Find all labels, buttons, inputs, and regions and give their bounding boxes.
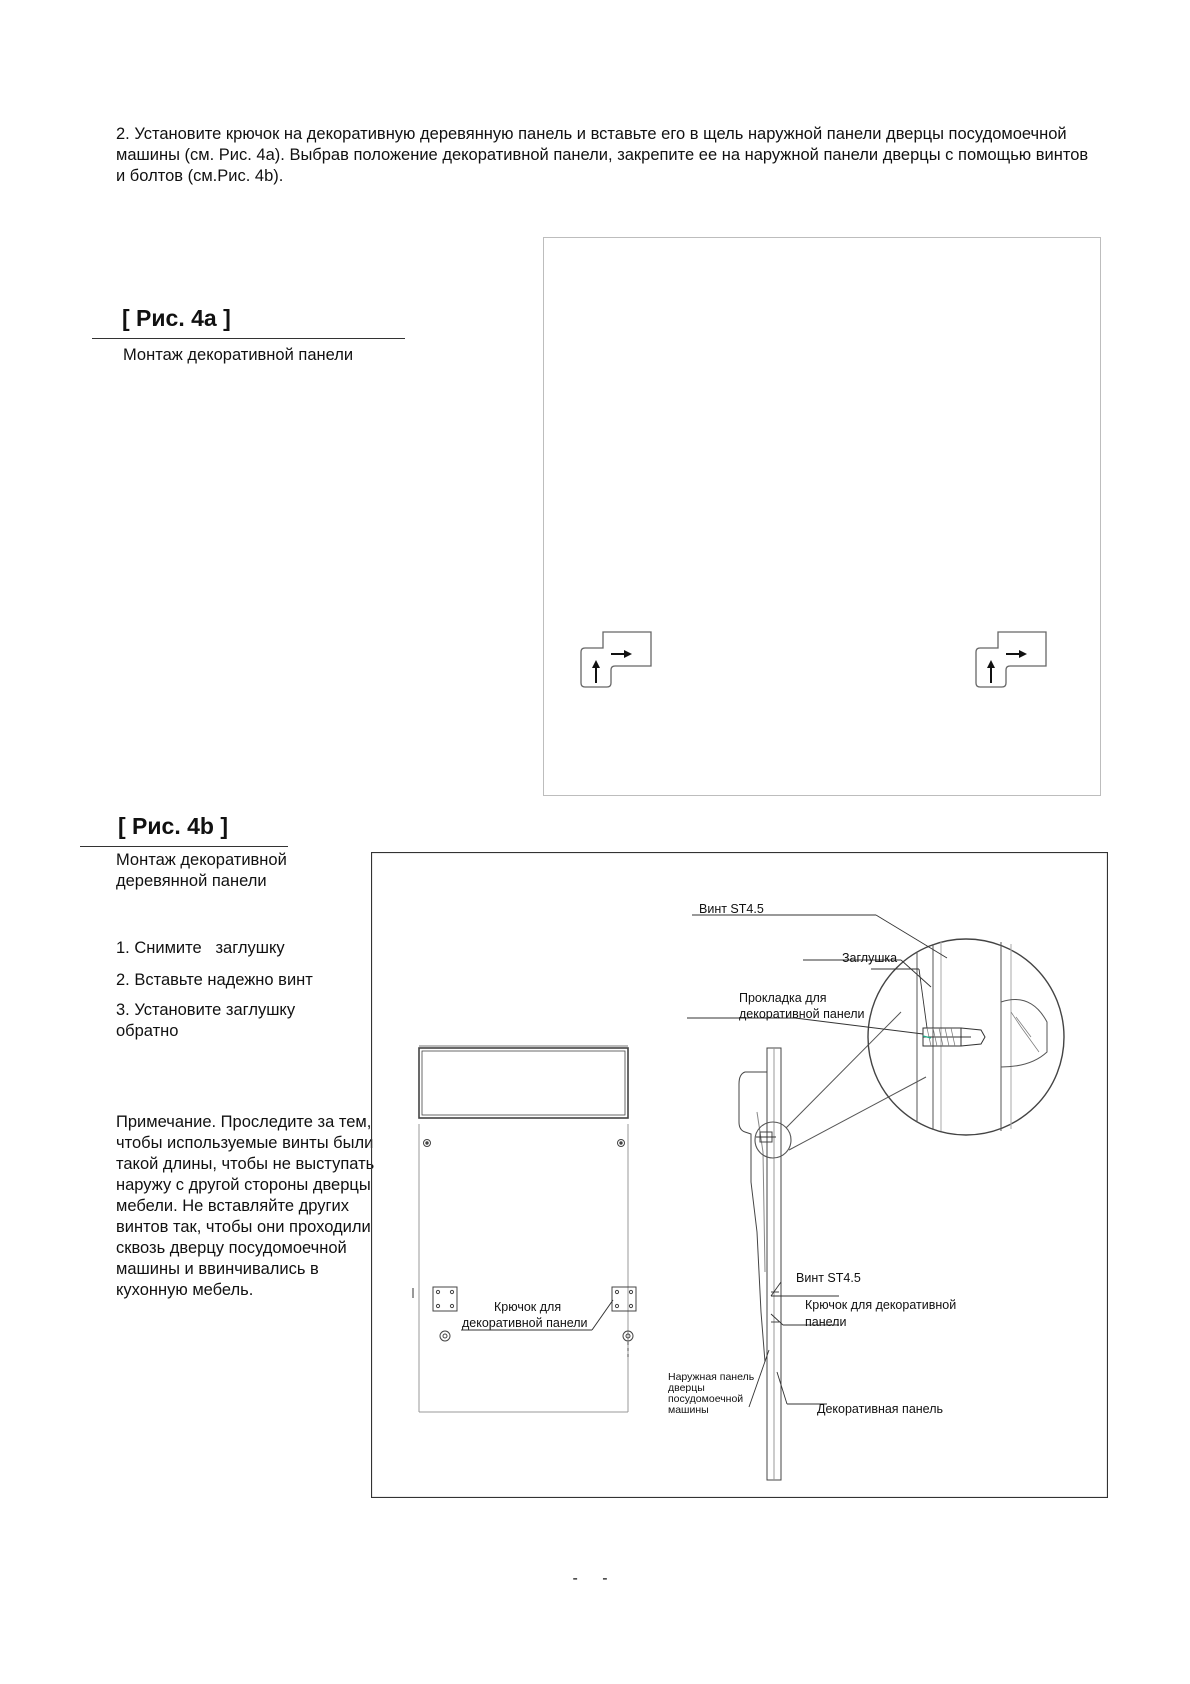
fig-4a-rule: [92, 338, 405, 339]
label-gasket-line1: Прокладка для: [739, 991, 827, 1005]
label-plug: Заглушка: [842, 951, 898, 965]
step-2: 2. Вставьте надежно винт: [116, 971, 313, 989]
label-hook-front-line1: Крючок для: [494, 1300, 562, 1314]
hook-slot-left-icon: [581, 632, 651, 687]
fig-4b-diagram: [371, 852, 1108, 1498]
label-hook-side-line2: панели: [805, 1315, 847, 1329]
zoom-detail-drawing: [868, 939, 1064, 1135]
label-outer-line2: дверцы: [668, 1382, 705, 1394]
front-view-drawing: [413, 1046, 636, 1412]
leader-lines: [687, 915, 947, 1407]
fig-4b-caption-line1: Монтаж декоративной: [116, 851, 287, 869]
label-screw-bottom: Винт ST4.5: [796, 1271, 861, 1285]
fig-4a-diagram: [543, 237, 1101, 796]
fig-4b-title: [ Рис. 4b ]: [118, 813, 228, 839]
label-hook-side-line1: Крючок для декоративной: [805, 1298, 957, 1312]
fig-4a-panel-frame: [544, 238, 1101, 796]
label-outer-line3: посудомоечной: [668, 1393, 744, 1405]
label-outer-line4: машины: [668, 1404, 709, 1416]
fig-4a-caption: Монтаж декоративной панели: [123, 346, 354, 364]
label-gasket-line2: декоративной панели: [739, 1007, 865, 1021]
label-hook-front-line2: декоративной панели: [462, 1316, 588, 1330]
fig-4b-rule: [80, 846, 288, 847]
fig-4b-caption-line2: деревянной панели: [116, 872, 267, 890]
fig-4a-title: [ Рис. 4a ]: [122, 305, 231, 331]
page-footer: - -: [572, 1570, 618, 1587]
hook-slot-right-icon: [976, 632, 1046, 687]
step-3: 3. Установите заглушку обратно: [116, 1001, 296, 1040]
label-decorative-panel: Декоративная панель: [817, 1402, 944, 1416]
label-outer-line1: Наружная панель: [668, 1371, 755, 1383]
intro-paragraph: 2. Установите крючок на декоративную деревянную панель и вставьте его в щель наружной панели дверцы посудомоечной машины (см. Рис. 4a). Выбрав положение декоративной панели, закрепите ее на наружной панели дверцы с помощью винтов и болтов (см.Рис. 4b).: [116, 125, 1089, 185]
step-1: 1. Снимите заглушку: [116, 939, 285, 957]
note-paragraph: Примечание. Проследите за тем, чтобы используемые винты были такой длины, чтобы не выступать наружу с другой стороны дверцы мебели. Не вставляйте других винтов так, чтобы они проходили сквозь дверцу посудомоечной машины и ввинчивались в кухонную мебель.: [116, 1113, 375, 1299]
label-screw-top: Винт ST4.5: [699, 902, 764, 916]
